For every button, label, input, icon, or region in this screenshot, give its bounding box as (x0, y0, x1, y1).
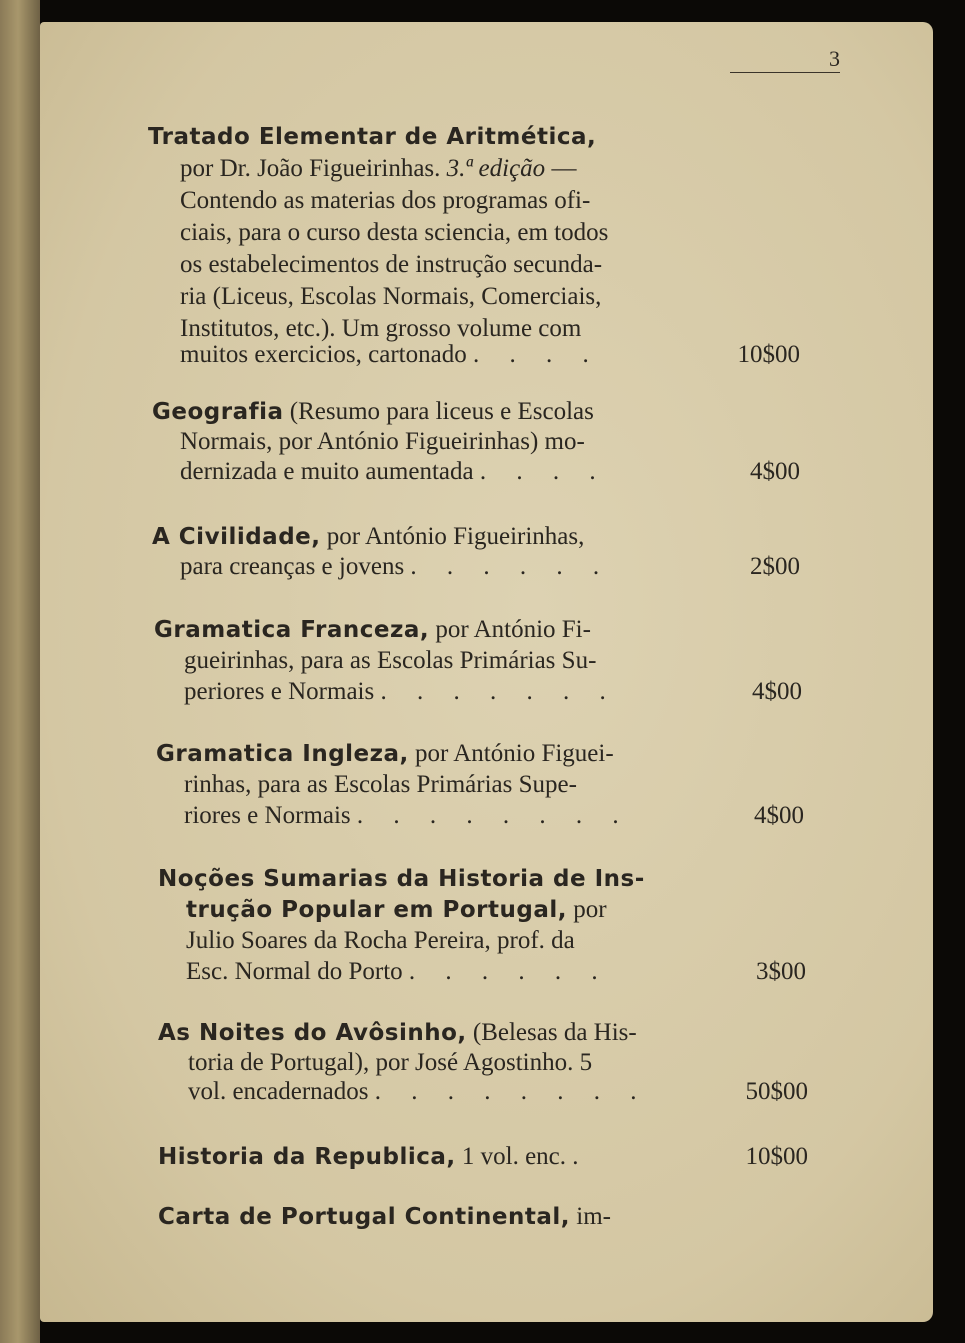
entry-line: rinhas, para as Escolas Primárias Supe- (184, 771, 577, 798)
entry-line (186, 957, 610, 987)
entry-line (180, 552, 611, 582)
entry-title: As Noites do Avôsinho, (158, 1020, 467, 1046)
entry-line (152, 397, 594, 427)
entry-text: riores e Normais (184, 802, 351, 829)
entry-text: por (573, 896, 607, 923)
entry-line (184, 801, 631, 831)
entry-text: vol. encadernados (188, 1078, 369, 1105)
entry-line (156, 739, 614, 769)
dot-leader: . . . . (472, 341, 601, 368)
book-spine-edge (0, 0, 40, 1343)
entry-line (180, 154, 576, 184)
entry-line: gueirinhas, para as Escolas Primárias Su- (184, 647, 597, 674)
entry-dash: — (551, 155, 577, 182)
entry-line: os estabelecimentos de instrução secunda- (180, 251, 603, 278)
page-number: 3 (829, 46, 840, 71)
entry-line: Julio Soares da Rocha Pereira, prof. da (186, 927, 575, 954)
entry-line (180, 340, 601, 370)
entry-line: toria de Portugal), por José Agostinho. 5 (188, 1049, 593, 1076)
entry-title: Noções Sumarias da Historia de Ins- (158, 866, 645, 892)
entry-text: periores e Normais (184, 678, 375, 705)
entry-title: Gramatica Ingleza, (156, 741, 409, 767)
entry-price: 10$00 (737, 341, 800, 368)
entry-line (158, 1142, 591, 1172)
entry-price: 4$00 (752, 678, 802, 705)
entry-text: por António Fi- (435, 616, 591, 643)
entry-line (152, 522, 584, 552)
book-page (40, 22, 933, 1322)
dot-leader: . . . . . . (408, 958, 610, 985)
dot-leader: . . . . . . . (380, 678, 618, 705)
entry-price: 4$00 (754, 802, 804, 829)
entry-title: Geografia (152, 399, 284, 425)
entry-line: Contendo as materias dos programas ofi- (180, 187, 591, 214)
entry-text: (Resumo para liceus e Escolas (289, 398, 594, 425)
entry-text: muitos exercicios, cartonado (180, 341, 467, 368)
entry-line (186, 895, 607, 925)
entry-line (188, 1077, 648, 1107)
entry-title-cont: trução Popular em Portugal, (186, 897, 567, 923)
entry-price: 2$00 (750, 553, 800, 580)
entry-text: im- (576, 1203, 611, 1230)
entry-line: Normais, por António Figueirinhas) mo- (180, 428, 585, 455)
entry-line (184, 677, 618, 707)
entry-title: Carta de Portugal Continental, (158, 1204, 570, 1230)
entry-line (180, 457, 608, 487)
entry-line (154, 615, 591, 645)
entry-text: por António Figuei- (415, 740, 614, 767)
entry-author: por Dr. João Figueirinhas. (180, 155, 441, 182)
entry-title: Historia da Republica, (158, 1144, 456, 1170)
entry-line (158, 1018, 637, 1048)
entry-text: (Belesas da His- (472, 1019, 637, 1046)
entry-title: Gramatica Franceza, (154, 617, 430, 643)
entry-price: 50$00 (745, 1078, 808, 1105)
entry-text: 1 vol. enc. (461, 1143, 567, 1170)
dot-leader: . . . . . . (410, 553, 612, 580)
entry-text: dernizada e muito aumentada (180, 458, 474, 485)
entry-text: Esc. Normal do Porto (186, 958, 403, 985)
entry-price: 3$00 (756, 958, 806, 985)
entry-text: para creanças e jovens (180, 553, 405, 580)
entry-line: ria (Liceus, Escolas Normais, Comerciais, (180, 283, 602, 310)
entry-price: 4$00 (750, 458, 800, 485)
dot-leader: . (572, 1143, 591, 1170)
dot-leader: . . . . . . . . (374, 1078, 649, 1105)
entry-title: A Civilidade, (152, 524, 321, 550)
entry-line (158, 1202, 611, 1232)
entry-line: ciais, para o curso desta sciencia, em todos (180, 219, 609, 246)
entry-price: 10$00 (745, 1143, 808, 1170)
dot-leader: . . . . . . . . (356, 802, 631, 829)
entry-edition: 3.ª edição (446, 155, 546, 182)
entry-title: Tratado Elementar de Aritmética, (148, 124, 597, 150)
dot-leader: . . . . (479, 458, 608, 485)
entry-line: Institutos, etc.). Um grosso volume com (180, 315, 582, 342)
page-number-rule (730, 72, 840, 73)
entry-text: por António Figueirinhas, (326, 523, 585, 550)
